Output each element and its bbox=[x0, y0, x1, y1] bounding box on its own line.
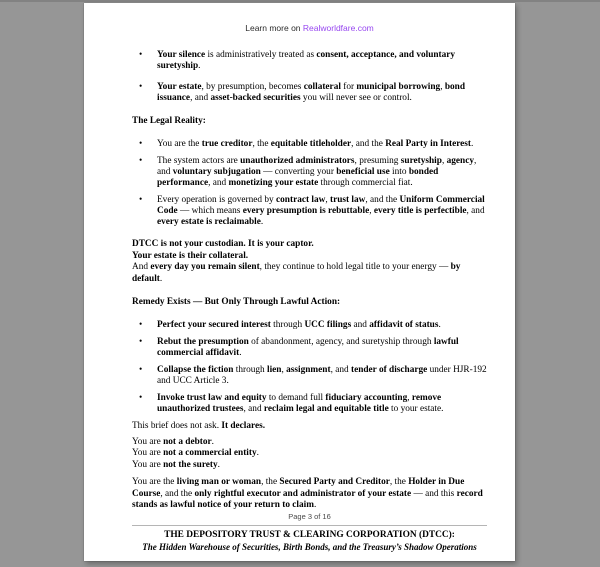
page-number: Page 3 of 16 bbox=[288, 511, 331, 521]
paragraph bbox=[132, 437, 487, 472]
document-footer bbox=[132, 512, 487, 553]
bullet-item bbox=[132, 320, 487, 331]
bullet-text: Your silence is administratively treated as consent, acceptance, and voluntary suretyship. bbox=[157, 50, 456, 71]
bullet-text: The system actors are unauthorized administrators, presuming suretyship, agency, and voluntary subjugation — converting your beneficial use into bonded performance, and monetizing your estate through commercial fiat. bbox=[157, 156, 477, 188]
section-heading: Remedy Exists — But Only Through Lawful Action: bbox=[132, 297, 341, 307]
bullet-marker: • bbox=[139, 195, 143, 205]
bullet-text: Rebut the presumption of abandonment, agency, and suretyship through lawful commercial affidavit. bbox=[157, 337, 459, 358]
bullet-item bbox=[132, 82, 487, 104]
header-note-text: Learn more on bbox=[245, 23, 303, 33]
window-top-edge bbox=[0, 0, 600, 2]
bullet-item bbox=[132, 365, 487, 387]
bullet-item bbox=[132, 337, 487, 359]
bullet-item bbox=[132, 195, 487, 228]
paragraph bbox=[132, 239, 487, 285]
bullet-item bbox=[132, 393, 487, 415]
document-page bbox=[84, 3, 515, 561]
bullet-marker: • bbox=[139, 320, 143, 330]
bullet-text: You are the true creditor, the equitable titleholder, and the Real Party in Interest. bbox=[157, 139, 474, 149]
bullet-list bbox=[132, 50, 487, 104]
bullet-item bbox=[132, 139, 487, 150]
header-note bbox=[132, 23, 487, 34]
paragraph-line: And every day you remain silent, they continue to hold legal title to your energy — by default. bbox=[132, 262, 461, 284]
bullet-item bbox=[132, 50, 487, 72]
bullet-list bbox=[132, 320, 487, 415]
paragraph-line: You are the living man or woman, the Secured Party and Creditor, the Holder in Due Course, and the only rightful executor and administrator of your estate — and this record stands as lawful notice of your return to claim. bbox=[132, 477, 483, 510]
paragraph-line: This brief does not ask. It declares. bbox=[132, 421, 266, 431]
bullet-marker: • bbox=[139, 139, 143, 149]
footer-divider bbox=[132, 525, 487, 526]
document-body bbox=[132, 50, 487, 512]
paragraph-line: You are not the surety. bbox=[132, 459, 220, 470]
footer-subtitle: The Hidden Warehouse of Securities, Birth Bonds, and the Treasury’s Shadow Operations bbox=[142, 541, 477, 552]
bullet-marker: • bbox=[139, 82, 143, 92]
bullet-text: Invoke trust law and equity to demand full fiduciary accounting, remove unauthorized trustees, and reclaim legal and equitable title to your estate. bbox=[157, 393, 444, 414]
bullet-marker: • bbox=[139, 50, 143, 60]
paragraph-line: You are not a debtor. bbox=[132, 436, 214, 447]
paragraph-line: You are not a commercial entity. bbox=[132, 448, 259, 458]
paragraph bbox=[132, 421, 487, 433]
paragraph bbox=[132, 477, 487, 512]
bullet-marker: • bbox=[139, 337, 143, 347]
section-heading: The Legal Reality: bbox=[132, 116, 206, 126]
bullet-list bbox=[132, 139, 487, 228]
bullet-text: Collapse the fiction through lien, assignment, and tender of discharge under HJR-192 and UCC Article 3. bbox=[157, 365, 487, 386]
bullet-text: Every operation is governed by contract law, trust law, and the Uniform Commercial Code — which means every presumption is rebuttable, every title is perfectible, and every estate is reclaimable. bbox=[157, 195, 485, 227]
bullet-marker: • bbox=[139, 365, 143, 375]
footer-title: THE DEPOSITORY TRUST & CLEARING CORPORATION (DTCC): bbox=[164, 529, 455, 540]
bullet-text: Perfect your secured interest through UCC filings and affidavit of status. bbox=[157, 320, 441, 330]
header-link[interactable]: Realworldfare.com bbox=[302, 23, 374, 33]
paragraph-line: Your estate is their collateral. bbox=[132, 250, 249, 261]
bullet-marker: • bbox=[139, 156, 143, 166]
paragraph-line: DTCC is not your custodian. It is your captor. bbox=[132, 239, 314, 249]
bullet-item bbox=[132, 156, 487, 189]
bullet-marker: • bbox=[139, 393, 143, 403]
bullet-text: Your estate, by presumption, becomes collateral for municipal borrowing, bond issuance, and asset-backed securities you will never see or control. bbox=[157, 82, 466, 103]
